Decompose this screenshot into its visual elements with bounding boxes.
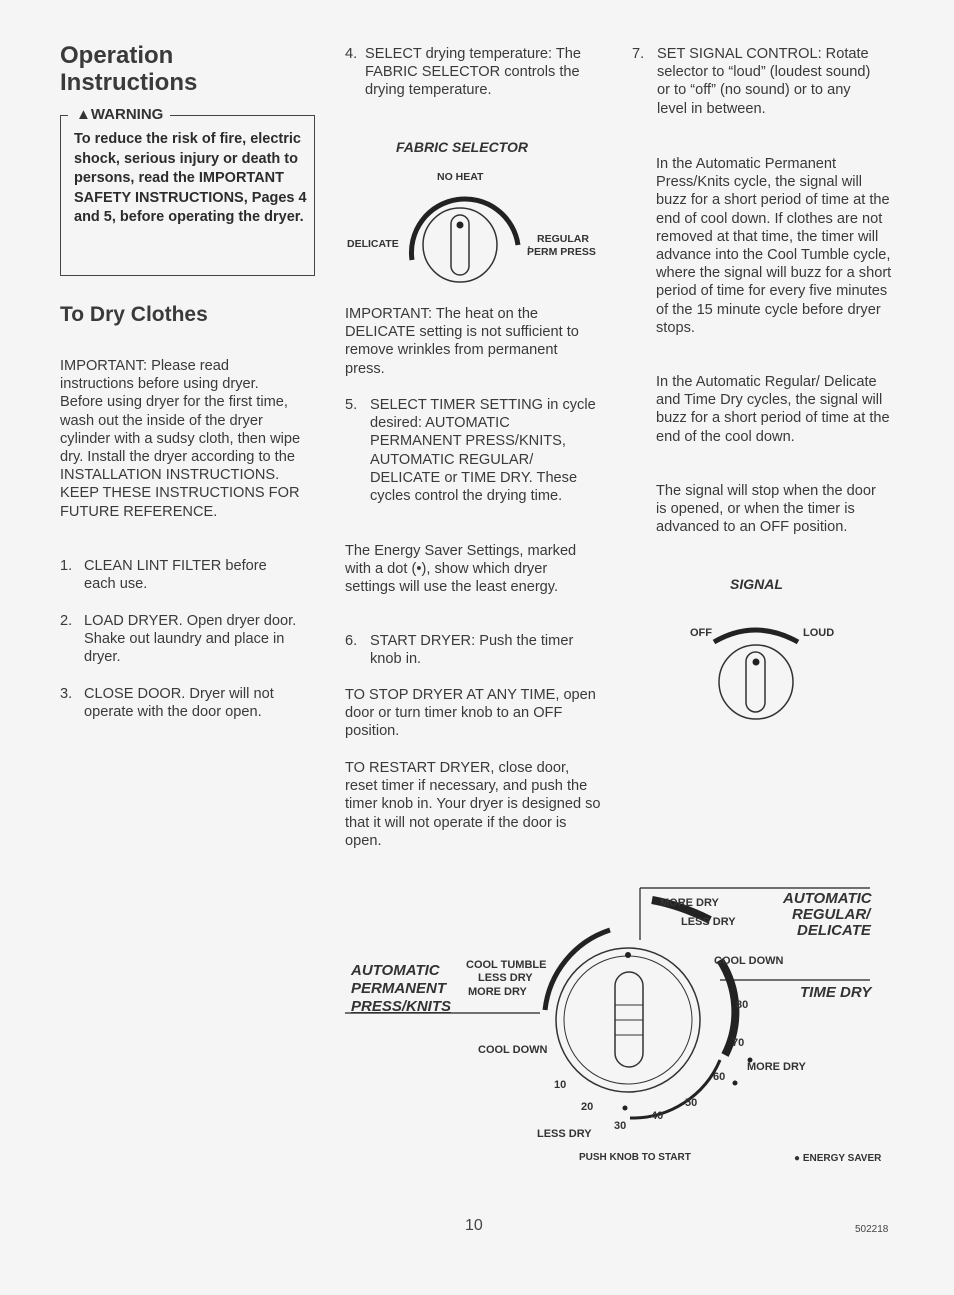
timer-cool-down-left: COOL DOWN: [478, 1044, 548, 1056]
step-text: CLEAN LINT FILTER before each use.: [84, 558, 267, 593]
timer-10: 10: [554, 1079, 567, 1091]
step-number: 7.: [632, 46, 645, 62]
document-code: 502218: [855, 1224, 889, 1235]
energy-saver-note: The Energy Saver Settings, marked with a dot (•), show which dryer settings will use the least energy.: [345, 543, 577, 596]
signal-paragraph-1: In the Automatic Permanent Press/Knits cycle, the signal will buzz for a short period of time at the end of cool down. If clothes are not removed at that time, the timer will advance into the Cool Tumble cycle, where the signal will buzz for a short period of time for every five minutes of the 15 minute cycle before dryer stops.: [656, 156, 892, 336]
timer-50: 50: [685, 1097, 698, 1109]
step-6: [345, 632, 605, 668]
step-number: 2.: [60, 613, 73, 629]
step-7: [632, 45, 882, 118]
fabric-selector-caption: FABRIC SELECTOR: [396, 139, 528, 155]
fabric-perm-press-label: PERM PRESS: [527, 246, 596, 258]
step-text: CLOSE DOOR. Dryer will not operate with the door open.: [84, 686, 274, 721]
timer-more-dry-right: MORE DRY: [747, 1061, 806, 1073]
page-title: Operation Instructions: [60, 42, 198, 96]
fabric-selector-knob: [400, 185, 530, 285]
step-text: SELECT TIMER SETTING in cycle desired: AUTOMATIC PERMANENT PRESS/KNITS, AUTOMATIC REGULAR/ DELICATE or TIME DRY. These cycles control the drying time.: [370, 397, 596, 505]
step-number: 5.: [345, 397, 358, 413]
warning-box-top-right: [170, 115, 315, 116]
warning-title: ▲WARNING: [72, 106, 167, 123]
step-number: 4.: [345, 46, 358, 62]
timer-80: 80: [736, 999, 749, 1011]
fabric-regular-label: REGULAR: [537, 233, 589, 245]
timer-less-dry-left: LESS DRY: [478, 972, 533, 984]
signal-paragraph-2: In the Automatic Regular/ Delicate and Time Dry cycles, the signal will buzz for a short period of time at the end of the cool down.: [656, 374, 890, 445]
timer-cool-down-right: COOL DOWN: [714, 955, 784, 967]
warning-box-top-left: [60, 115, 68, 116]
step-4: [345, 45, 585, 100]
signal-knob: [700, 620, 810, 725]
step-5: [345, 396, 600, 505]
auto-perm-label-1: AUTOMATIC: [351, 962, 440, 979]
page-number: 10: [465, 1217, 483, 1234]
timer-70: 70: [732, 1037, 745, 1049]
signal-paragraph-3: The signal will stop when the door is opened, or when the timer is advanced to an OFF position.: [656, 483, 876, 536]
step-text: LOAD DRYER. Open dryer door. Shake out laundry and place in dryer.: [84, 613, 297, 666]
signal-loud-label: LOUD: [803, 627, 835, 639]
timer-40: 40: [651, 1110, 664, 1122]
timer-cool-tumble: COOL TUMBLE: [466, 959, 547, 971]
signal-off-label: OFF: [690, 627, 712, 639]
signal-caption: SIGNAL: [730, 576, 783, 592]
step-1: [60, 557, 300, 593]
step-text: SELECT drying temperature: The FABRIC SELECTOR controls the drying temperature.: [365, 46, 582, 99]
timer-30: 30: [614, 1120, 627, 1132]
warning-text: To reduce the risk of fire, electric shock, serious injury or death to persons, read the IMPORTANT SAFETY INSTRUCTIONS, Pages 4 and 5, before operating the dryer.: [74, 131, 307, 225]
important-note: IMPORTANT: The heat on the DELICATE setting is not sufficient to remove wrinkles from permanent press.: [345, 306, 579, 377]
auto-regular-label-1: AUTOMATIC: [783, 890, 872, 907]
timer-more-dry-left: MORE DRY: [468, 986, 527, 998]
timer-less-dry-bottom: LESS DRY: [537, 1128, 592, 1140]
auto-perm-label-3: PRESS/KNITS: [351, 998, 452, 1015]
auto-regular-label-3: DELICATE: [797, 922, 871, 939]
step-number: 6.: [345, 633, 358, 649]
timer-less-dry-top: LESS DRY: [681, 916, 736, 928]
section-title: To Dry Clothes: [60, 303, 208, 326]
fabric-no-heat-label: NO HEAT: [437, 171, 484, 183]
step-text: SET SIGNAL CONTROL: Rotate selector to “loud” (loudest sound) or to “off” (no sound) or to any level in between.: [657, 46, 871, 117]
timer-60: 60: [713, 1071, 726, 1083]
fabric-delicate-label: DELICATE: [347, 238, 399, 250]
auto-perm-label-2: PERMANENT: [351, 980, 447, 997]
timer-more-dry-top: MORE DRY: [660, 897, 719, 909]
timer-20: 20: [581, 1101, 594, 1113]
auto-regular-label-2: REGULAR/: [792, 906, 871, 923]
step-number: 1.: [60, 558, 73, 574]
stop-dryer-note: TO STOP DRYER AT ANY TIME, open door or turn timer knob to an OFF position.: [345, 687, 596, 740]
step-2: [60, 612, 300, 667]
push-knob-label: PUSH KNOB TO START: [579, 1152, 691, 1163]
energy-saver-legend: ● ENERGY SAVER: [794, 1153, 882, 1164]
step-3: [60, 685, 305, 721]
step-number: 3.: [60, 686, 73, 702]
step-text: START DRYER: Push the timer knob in.: [370, 633, 574, 668]
time-dry-label: TIME DRY: [800, 984, 872, 1001]
intro-paragraph: IMPORTANT: Please read instructions before using dryer. Before using dryer for the first time, wash out the inside of the dryer cylinder with a sudsy cloth, then wipe dry. Install the dryer according to the INSTALLATION INSTRUCTIONS. KEEP THESE INSTRUCTIONS FOR FUTURE REFERENCE.: [60, 358, 301, 520]
restart-dryer-note: TO RESTART DRYER, close door, reset timer if necessary, and push the timer knob in. Your dryer is designed so that it will not operate if the door is open.: [345, 760, 601, 849]
